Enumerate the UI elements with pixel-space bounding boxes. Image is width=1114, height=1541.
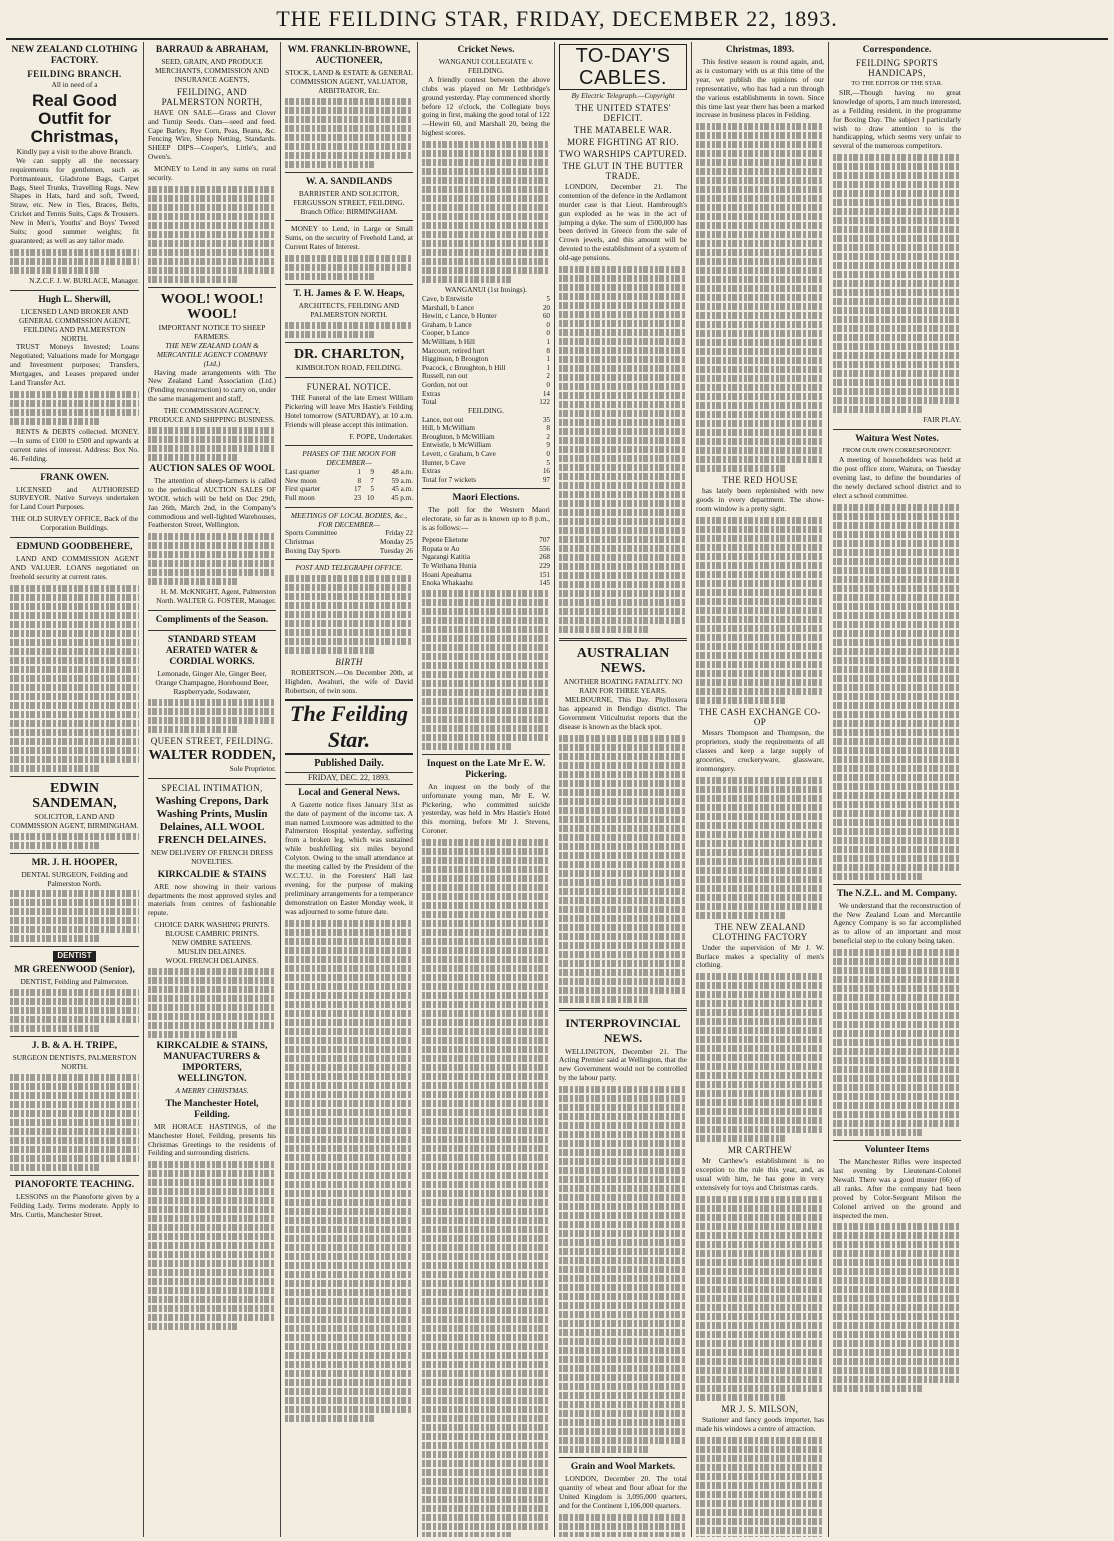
ad-barraud-title: BARRAUD & ABRAHAM, (155, 45, 269, 55)
ad-auction-title: AUCTION SALES OF WOOL (149, 463, 275, 474)
waitura-title: Waitura West Notes. (855, 434, 939, 445)
text-filler (696, 517, 824, 704)
divider (148, 610, 276, 611)
ad-barraud-sub: SEED, GRAIN, AND PRODUCE MERCHANTS, COMMISSION AND INSURANCE AGENTS, (155, 57, 269, 84)
text-filler (148, 186, 276, 283)
ad-standard-title: STANDARD STEAM AERATED WATER & CORDIAL WORKS. (165, 635, 259, 668)
ad-piano-body: LESSONS on the Pianoforte given by a Feilding Lady. Terms moderate. Apply to Mrs. Curtis, Manchester Street. (10, 1192, 139, 1219)
column-6 (691, 42, 828, 1537)
local-title: Local and General News. (298, 787, 400, 798)
cable-head-3: MORE FIGHTING AT RIO. (567, 136, 679, 147)
table-row: Broughton, b McWilliam 2 (422, 432, 550, 441)
text-filler (559, 266, 687, 633)
text-filler (833, 949, 961, 1136)
ad-sherwill-rents: RENTS & DEBTS collected. MONEY.—In sums of £100 to £500 and upwards at current rates of interest. Address: Box No. 46. Feilding. (10, 426, 139, 463)
meetings-title: MEETINGS OF LOCAL BODIES, &c., FOR DECEMBER— (290, 510, 408, 529)
australian-body: MELBOURNE, This Day. Phylloxera has appeared in Bendigo district. The Government Viticulturist reports that the disease is known as the black spot. (559, 694, 687, 731)
ad-barraud-money: MONEY to Lend in any sums on rural security. (148, 164, 276, 183)
cricket-body: A friendly contest between the above clubs was played on Mr Lethbridge's ground yesterday. Play commenced shortly before 12 o'clock, the Collegiate boys going in first, making the good total of 122—Hewitt 60, and Marshall 20, being the highest scores. (422, 74, 550, 138)
cable-head-1: THE UNITED STATES' DEFICIT. (575, 102, 671, 123)
nzl-title: The N.Z.L. and M. Company. (836, 888, 958, 899)
ad-hooper-body: DENTAL SURGEON, Feilding and Palmerston North. (21, 869, 128, 888)
column-7 (828, 42, 965, 1537)
ad-nz-cloth-title: NEW ZEALAND CLOTHING FACTORY. (11, 45, 138, 66)
text-filler (559, 1514, 687, 1537)
table-row: New moon 8 7 59 a.m. (285, 476, 413, 485)
funeral-body: THE Funeral of the late Ernest William Pickering will leave Mrs Hastie's Feilding Hotel tomorrow (SATURDAY), at 10 a.m. Friends will please accept this intimation. (285, 392, 413, 429)
feilding-total: 97 (542, 475, 550, 484)
divider (148, 287, 276, 288)
milson-body: Stationer and fancy goods importer, has made his windows a centre of attraction. (696, 1414, 824, 1433)
flag: The Feilding Star. (285, 699, 413, 755)
ad-nzloan: THE NEW ZEALAND LOAN & MERCANTILE AGENCY COMPANY (Ltd.) (156, 340, 268, 368)
ad-money-title: MONEY to Lend, in Large or Small Sums, on the security of Freehold Land, at Current Rates of Interest. (285, 224, 413, 252)
table-row: Marcourt, retired hurt 8 (422, 346, 550, 355)
table-row: Marshall, b Lance 20 (422, 303, 550, 312)
dentist-badge: DENTIST (53, 951, 95, 962)
divider (285, 445, 413, 446)
waitura-body: A meeting of householders was held at the post office store, Waitura, on Tuesday evening last, to define the boundaries of the newly declared school district and to elect a school committee. (833, 455, 961, 500)
inquest-title: Inquest on the Late Mr E. W. Pickering. (426, 758, 546, 780)
divider (10, 1175, 139, 1176)
text-filler (148, 968, 276, 1038)
ad-french-del: WOOL FRENCH DELAINES. (165, 955, 259, 965)
maori-poll (422, 536, 550, 588)
text-filler (559, 1086, 687, 1453)
divider (285, 220, 413, 221)
text-filler (10, 890, 139, 942)
divider (10, 776, 139, 777)
ad-nz-cloth-sign: N.Z.C.F. J. W. BURLACE, Manager. (29, 275, 139, 285)
compliments: Compliments of the Season. (155, 615, 269, 626)
ad-greenwood-body: DENTIST, Feilding and Palmerston. (20, 977, 129, 987)
divider (10, 853, 139, 854)
ad-manchester-body: MR HORACE HASTINGS, of the Manchester Hotel, Feilding, presents his Christmas Greetings to the residents of Feilding and surrounding districts. (148, 1121, 276, 1158)
text-filler (10, 989, 139, 1032)
christmas-title: Christmas, 1893. (725, 45, 795, 55)
feilding-scorecard (422, 416, 550, 476)
table-row: Russell, run out 2 (422, 372, 550, 381)
ad-heaps-title: T. H. James & F. W. Heaps, (293, 289, 405, 300)
ad-kirkcaldie-title: KIRKCALDIE & STAINS (157, 869, 267, 880)
ad-tripe-body: SURGEON DENTISTS, PALMERSTON NORTH. (12, 1053, 137, 1072)
masthead-rule (6, 38, 1108, 40)
text-filler (10, 391, 139, 425)
ad-sherwill-trust: TRUST Moneys Invested; Loans Negotiated; Valuations made for Mortgage and Investment purposes; Transfers, Mortgages, and Leases prepared under Land Transfer Act. (10, 342, 139, 388)
table-row: Cave, b Entwistle 5 (422, 295, 550, 304)
text-filler (422, 141, 550, 283)
ad-charlton-body: KIMBOLTON ROAD, FEILDING. (296, 362, 402, 372)
corr-title: Correspondence. (862, 45, 932, 55)
table-row: Ropata te Ao 556 (422, 544, 550, 553)
meetings-table (285, 529, 413, 555)
table-row: Last quarter 1 9 48 a.m. (285, 468, 413, 477)
text-filler (422, 839, 550, 1537)
ad-browne-title: WM. FRANKLIN-BROWNE, AUCTIONEER, (287, 45, 411, 66)
text-filler (696, 1437, 824, 1537)
moon-table (285, 468, 413, 502)
ad-frank-name: FRANK OWEN. (40, 472, 109, 483)
cables-sub: By Electric Telegraph.—Copyright (571, 91, 675, 100)
maori-title: Maori Elections. (452, 493, 520, 504)
corr-sub: FEILDING SPORTS HANDICAPS, (855, 58, 939, 78)
cash-title: THE CASH EXCHANGE CO-OP (699, 707, 821, 728)
ad-barraud-place: FEILDING, AND PALMERSTON NORTH, (161, 86, 263, 107)
ad-blouse: BLOUSE CAMBRIC PRINTS. (165, 929, 259, 939)
ad-standard-footer: QUEEN STREET, FEILDING. (150, 735, 274, 746)
ad-sherwill-name: Hugh L. Sherwill, (38, 294, 111, 305)
text-filler (833, 504, 961, 880)
ad-barraud-body: HAVE ON SALE—Grass and Clover and Turnip Seeds. Oats—seed and feed. Cape Barley, Rye Corn, Peas, Beans, &c. Fencing Wire, Sheep Netting, Standards. SHEEP DIPS—Cooper's, Little's, and Owen's. (148, 107, 276, 162)
table-row: Lance, not out 35 (422, 415, 550, 424)
table-row: Higginson, b Brougton 1 (422, 355, 550, 364)
divider (559, 638, 687, 641)
australian-sub: ANOTHER BOATING FATALITY. NO RAIN FOR THREE YEARS. (563, 677, 683, 695)
nz-cloth-title: THE NEW ZEALAND CLOTHING FACTORY (712, 921, 808, 942)
ad-nz-cloth-body: We can supply all the necessary requirements for gentlemen, such as Portmanteaux, Gladstone Bags, Carpet Bags, Steel Trunks, Travelling Rugs. New Shapes in Hats, hard and soft, Tweed, Straw, etc. New in Ties, Braces, Belts, Cricket and Tennis Suits, Caps & Trousers. New in Men's, Youths' and Boys' Tweed Suits; good summer weights; fit guaranteed; as well as any tailor made. (10, 155, 139, 245)
table-row: Full moon 23 10 45 p.m. (285, 494, 413, 502)
feilding-total-row: Total for 7 wickets 97 (422, 475, 550, 484)
cable-head-4: TWO WARSHIPS CAPTURED. (559, 148, 687, 159)
ad-auction-sign: H. M. McKNIGHT, Agent, Palmerston North. WALTER G. FOSTER, Manager. (156, 587, 276, 606)
divider (559, 1457, 687, 1458)
ad-browne-body: STOCK, LAND & ESTATE & GENERAL COMMISSION AGENT, VALUATOR, ARBITRATOR, Etc. (285, 68, 413, 95)
nz-cloth-body: Under the supervision of Mr J. W. Burlace makes a speciality of men's clothing. (696, 942, 824, 970)
ad-sherwill-body: LICENSED LAND BROKER AND GENERAL COMMISSION AGENT, FEILDING AND PALMERSTON NORTH. (18, 306, 131, 343)
ad-sandeman-name: EDWIN SANDEMAN, (32, 780, 117, 811)
column-4 (417, 42, 554, 1537)
columns (6, 42, 1108, 1537)
text-filler (285, 920, 413, 1422)
cable-head-2: THE MATABELE WAR. (573, 124, 673, 135)
ad-tripe-name: J. B. & A. H. TRIPE, (31, 1041, 118, 1052)
text-filler (10, 1074, 139, 1171)
inquest-body: An inquest on the body of the unfortunate young man, Mr E. W. Pickering, who committed suicide yesterday, was held in Mrs Hastie's Hotel this morning, before Mr J. Stevens, Coroner. (422, 781, 550, 836)
text-filler (285, 255, 413, 280)
ad-choice: CHOICE DARK WASHING PRINTS. (154, 920, 270, 930)
ad-rodden-role: Sole Proprietor. (229, 763, 276, 773)
divider (285, 172, 413, 173)
text-filler (285, 322, 413, 338)
table-row: First quarter 17 5 45 a.m. (285, 485, 413, 494)
ad-wool-sub: IMPORTANT NOTICE TO SHEEP FARMERS. (158, 322, 266, 341)
cricket-sub: WANGANUI COLLEGIATE v. FEILDING. (438, 57, 534, 75)
table-row: Hoani Apeahama 151 (422, 570, 550, 579)
table-row: Enoka Whakaahu 145 (422, 579, 550, 588)
table-row: Cooper, b Lance 0 (422, 329, 550, 338)
ad-nz-cloth-headline: Real Good Outfit for Christmas, (30, 90, 119, 146)
text-filler (696, 777, 824, 919)
red-house-title: THE RED HOUSE (722, 475, 798, 486)
ad-frank-body: LICENSED and AUTHORISED SURVEYOR. Native Surveys undertaken for Land Court Purposes. (10, 484, 139, 512)
ad-charlton-title: DR. CHARLTON, (293, 346, 405, 362)
text-filler (148, 533, 276, 585)
cash-body: Messrs Thompson and Thompson, the proprietors, study the requirements of all classes and keep a large supply of groceries, crockeryware, glassware, ironmongery. (696, 728, 824, 773)
divider (148, 630, 276, 631)
table-row: McWilliam, b Hill 1 (422, 338, 550, 347)
divider (285, 559, 413, 560)
cables-body: LONDON, December 21. The contention of the defence in the Ardlamont murder case is that Lieut. Hambrough's gun exploded as he was in the act of jumping a dyke. The sum of £500,000 has been derived in Greece from the sale of Crown jewels, and this amount will be devoted to the establishment of a system of old-age pensions. (559, 181, 687, 263)
text-filler (10, 833, 139, 849)
column-1 (6, 42, 143, 1537)
divider (833, 884, 961, 885)
ad-washing: Washing Crepons, Dark Washing Prints, Muslin Delaines, ALL WOOL FRENCH DELAINES. (155, 794, 269, 846)
ad-kirkcaldie-body: ARE now showing in their various departments the most approved styles and materials from centres of fashionable repute. (148, 881, 276, 918)
corr-body: SIR,—Though having no great knowledge of sports, I am much interested, as a Feilding resident, in the programme for Boxing Day. The subject I particularly wish to draw attention to is the handicapping, which seems very unfair to several of the numerous competitors. (833, 87, 961, 151)
column-5 (554, 42, 691, 1537)
carthew-title: MR CARTHEW (727, 1145, 793, 1156)
waitura-sub: FROM OUR OWN CORRESPONDENT. (842, 447, 952, 455)
text-filler (833, 1223, 961, 1392)
ad-french: NEW DELIVERY OF FRENCH DRESS NOVELTIES. (151, 847, 273, 866)
text-filler (285, 575, 413, 654)
table-row: Entwistle, b McWilliam 9 (422, 441, 550, 450)
grain-body: LONDON, December 20. The total quantity of wheat and flour afloat for the United Kingdom is 3,095,000 quarters, and for the Continent 1,106,000 quarters. (559, 1474, 687, 1510)
table-row: Hewitt, c Lance, b Hunter 60 (422, 312, 550, 321)
table-row: Pepene Eketone 707 (422, 536, 550, 545)
divider (285, 284, 413, 285)
birth-title: BIRTH (335, 657, 363, 668)
text-filler (148, 1161, 276, 1330)
column-2 (143, 42, 280, 1537)
birth-body: ROBERTSON.—On December 20th, at Highden, Awahuri, the wife of David Robertson, of twin sons. (285, 668, 413, 695)
wanganui-title: WANGANUI (1st Innings). (445, 285, 527, 295)
divider (422, 754, 550, 755)
divider (10, 468, 139, 469)
ad-heaps-body: ARCHITECTS, FEILDING AND PALMERSTON NORTH. (298, 301, 400, 320)
ad-goodbehere-name: EDMUND GOODBEHERE, (16, 542, 133, 553)
table-row: Peacock, c Broughton, b Hill 1 (422, 363, 550, 372)
ad-greenwood-name: MR GREENWOOD (Senior), (14, 965, 135, 976)
volunteer-body: The Manchester Rifles were inspected last evening by Lieutenant-Colonel Newall. There was a good muster (66) of all ranks. After the company had been proved by Color-Sergeant Milson the Colonel arrived on the ground and inspected the men. (833, 1157, 961, 1220)
cricket-title: Cricket News. (457, 45, 515, 55)
ad-frank-office: THE OLD SURVEY OFFICE, Back of the Corporation Buildings. (10, 514, 139, 533)
table-row: Sports Committee Friday 22 (285, 529, 413, 538)
ad-nzloan-body: Having made arrangements with The New Zealand Land Association (Ltd.) (Pending reconstruction) to carry on, under the same management and staff, (148, 367, 276, 404)
date-line: FRIDAY, DEC. 22, 1893. (285, 772, 413, 785)
funeral-sign: F. POPE, Undertaker. (349, 431, 413, 441)
ad-goodbehere-body: LAND AND COMMISSION AGENT AND VALUER. LOANS negotiated on freehold security at current rates. (10, 554, 139, 581)
cable-head-5: THE GLUT IN THE BUTTER TRADE. (562, 160, 684, 181)
ad-standard-body: Lemonade, Ginger Ale, Ginger Beer, Orange Champagne, Horehound Beer, Raspberryade, Sodawater, (155, 669, 269, 696)
ad-sandilands-body: BARRISTER AND SOLICITOR, FERGUSSON STREET, FEILDING. Branch Office: BIRMINGHAM. (293, 188, 405, 216)
inter-body: WELLINGTON, December 21. The Acting Premier said at Wellington, that the new Government would not be controlled by the labour party. (559, 1046, 687, 1083)
corr-to: TO THE EDITOR OF THE STAR. (851, 80, 943, 87)
text-filler (696, 123, 824, 472)
table-row: Gordon, not out 0 (422, 381, 550, 389)
ad-nz-cloth-visit: Kindly pay a visit to the above Branch. (16, 146, 133, 156)
inter-title: INTERPROVINCIAL NEWS. (565, 1015, 681, 1045)
column-3 (280, 42, 417, 1537)
red-house-body: has lately been replenished with new goods in every department. The show-room window is a pretty sight. (696, 486, 824, 514)
text-filler (148, 427, 276, 461)
ad-piano-title: PIANOFORTE TEACHING. (14, 1180, 135, 1191)
ad-hooper-name: MR. J. H. HOOPER, (31, 857, 118, 868)
corr-sign: FAIR PLAY. (923, 415, 961, 425)
table-row: Extras 16 (422, 467, 550, 476)
maori-body: The poll for the Western Maori electorate, so far as is known up to 8 p.m., is as follows:— (422, 505, 550, 533)
divider (10, 290, 139, 291)
text-filler (696, 973, 824, 1142)
australian-title: AUSTRALIAN NEWS. (576, 646, 670, 677)
wanganui-total: 122 (539, 398, 550, 407)
table-row: Extras 14 (422, 389, 550, 398)
ad-nz-cloth-need: All in need of a (51, 80, 98, 89)
table-row: Hill, b McWilliam 8 (422, 424, 550, 433)
divider (285, 377, 413, 378)
divider (285, 507, 413, 508)
ad-produce: THE COMMISSION AGENCY, PRODUCE AND SHIPPING BUSINESS. (149, 406, 275, 425)
divider (10, 1036, 139, 1037)
wanganui-total-row: Total 122 (422, 398, 550, 407)
table-row: Christmas Monday 25 (285, 538, 413, 546)
flag-sub: Published Daily. (314, 757, 384, 769)
christmas-body: This festive season is round again, and, as is customary with us at this time of the year, we publish the opinions of our representative, who has had a run through the various establishments in town. Since this time last year there has been a marked increase in business places in Feilding. (696, 57, 824, 120)
text-filler (10, 249, 139, 274)
ad-delaines: MUSLIN DELAINES. (177, 946, 247, 956)
table-row: Graham, b Lance 0 (422, 320, 550, 329)
divider (285, 342, 413, 343)
ad-ombre: NEW OMBRE SATEENS. (171, 938, 253, 948)
text-filler (148, 699, 276, 733)
divider (10, 537, 139, 538)
masthead: THE FEILDING STAR, FRIDAY, DECEMBER 22, 1893. (276, 6, 838, 31)
carthew-body: Mr Carthew's establishment is no exception to the rule this year, and, as usual with him, he has gone in very extensively for toys and Christmas cards. (696, 1156, 824, 1193)
milson-title: MR J. S. MILSON, (721, 1403, 799, 1414)
ad-kirkcaldie-footer: KIRKCALDIE & STAINS, MANUFACTURERS & IMPORTERS, WELLINGTON. (156, 1040, 268, 1084)
divider (148, 778, 276, 779)
text-filler (833, 154, 961, 413)
divider (10, 946, 139, 947)
local-body: A Gazette notice fixes January 31st as the date of payment of the income tax. A man named Luxmoore was admitted to the Palmerston Hospital yesterday, suffering from a broken leg, which was sustained while bushfelling six miles beyond Colyton. Owing to the small attendance at the meeting called by the President of the W.C.T.U. in the Foresters' Hall last evening, for the purpose of making preliminary arrangements for a temperance demonstration on Easter Monday week, it was adjourned to some future date. (285, 799, 413, 916)
divider (422, 488, 550, 489)
merry-christmas: A MERRY CHRISTMAS. (175, 1085, 249, 1095)
divider (833, 429, 961, 430)
special-intimation: SPECIAL INTIMATION, (161, 782, 263, 793)
ad-nz-cloth-branch: FEILDING BRANCH. (27, 69, 122, 79)
grain-title: Grain and Wool Markets. (570, 1462, 676, 1473)
divider (833, 1140, 961, 1141)
funeral-title: FUNERAL NOTICE. (306, 381, 392, 392)
text-filler (696, 1196, 824, 1401)
text-filler (559, 735, 687, 1003)
table-row: Te Wirihana Hunia 229 (422, 561, 550, 570)
feilding-title: FEILDING. (468, 405, 504, 415)
text-filler (10, 585, 139, 772)
nzl-body: We understand that the reconstruction of the New Zealand Loan and Mercantile Agency Company is so far accomplished as to allow of an important and most beneficial step to the colony being taken. (833, 900, 961, 946)
wanganui-scorecard (422, 295, 550, 398)
ad-wool-title: WOOL! WOOL! WOOL! (160, 291, 264, 322)
table-row: Levett, c Graham, b Cave 0 (422, 450, 550, 459)
post-title: POST AND TELEGRAPH OFFICE. (295, 563, 403, 573)
divider (559, 1008, 687, 1011)
ad-rodden-title: WALTER RODDEN, (148, 747, 276, 763)
ad-sandilands-title: W. A. SANDILANDS (305, 176, 393, 187)
cables-title: TO-DAY'S CABLES. (559, 44, 687, 90)
table-row: Hunter, b Cave 5 (422, 458, 550, 467)
table-row: Ngarangi Katitia 268 (422, 553, 550, 562)
text-filler (285, 98, 413, 168)
ad-sandeman-body: SOLICITOR, LAND AND COMMISSION AGENT, BIRMINGHAM. (10, 811, 139, 830)
moon-title: PHASES OF THE MOON FOR DECEMBER— (302, 449, 396, 468)
text-filler (422, 590, 550, 750)
table-row: Boxing Day Sports Tuesday 26 (285, 546, 413, 555)
volunteer-title: Volunteer Items (864, 1145, 930, 1156)
ad-auction-body: The attention of sheep-farmers is called to the periodical AUCTION SALES OF WOOL which will be held on Dec 29th, Jan 26th, March 2nd, in the Company's commodious and well-lighted Warehouses, Featherston Street, Wellington. (148, 475, 276, 530)
ad-manchester-title: The Manchester Hotel, Feilding. (165, 1098, 259, 1120)
